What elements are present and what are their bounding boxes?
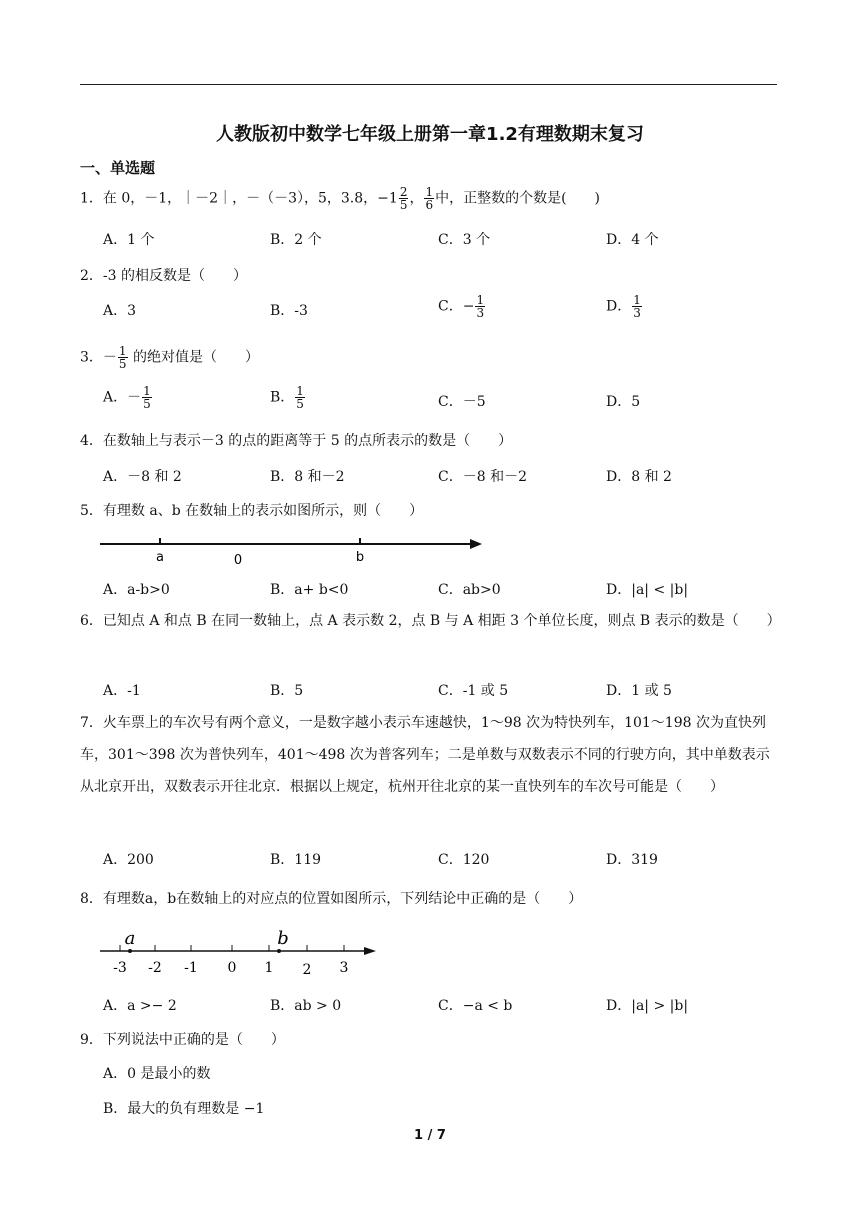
question-2: 2．-3 的相反数是（ ） [80,268,247,284]
q7-option-d[interactable]: D．319 [606,852,658,868]
q3-option-d[interactable]: D．5 [606,394,641,410]
q1-fraction-2: $\frac{1}{6}$ [425,185,434,212]
header-rule [80,84,777,85]
q9-option-b[interactable]: B．最大的负有理数是 −1 [103,1101,265,1117]
q8-tick-label: 3 [339,960,349,976]
q9-option-a[interactable]: A．0 是最小的数 [103,1066,211,1082]
q8-tick-label: -3 [113,960,127,976]
q8-option-c[interactable]: C．−a < b [438,998,513,1014]
q2-options [103,293,783,322]
q3-option-a[interactable]: A．－ $\frac{1}{5}$ [103,384,151,411]
q8-option-a[interactable]: A．a >− 2 [103,998,177,1014]
q8-tick-label: -1 [184,960,198,976]
q4-option-d[interactable]: D．8 和 2 [606,469,672,485]
q5-options [103,579,783,601]
q7-text: 7．火车票上的车次号有两个意义，一是数字越小表示车速越快，1～98 次为特快列车，101～198 次为直快列车，301～398 次为普快列车，401～498 次为普客列车；二是单数与双数表示不同的行驶方向，其中单数表示从北京开出，双数表示开往北京．根据以上规定，杭州开往北京的某一直快列车的车次号可能是（ ） [80,715,770,795]
q8-point-b [277,949,281,953]
q1-comma: ， [409,190,424,207]
q5-label-0: 0 [233,553,243,568]
q6-options [103,680,783,702]
question-9: 9．下列说法中正确的是（ ） [80,1032,285,1048]
question-8: 8．有理数a，b在数轴上的对应点的位置如图所示，下列结论中正确的是（ ） [80,891,583,907]
question-6 [80,605,780,637]
q1-text-a: 1．在 0，－1，｜－2｜，－（－3），5，3.8， [80,190,378,207]
q8-option-d[interactable]: D．|a| > |b| [606,998,689,1014]
q8-number-line-figure [98,926,380,978]
q4-option-c[interactable]: C．－8 和－2 [438,469,527,485]
q8-tick-label: 1 [264,960,274,976]
q8-tick-label: 2 [302,962,312,978]
q1-fraction-1: $\frac{2}{5}$ [399,185,408,212]
q8-label-b: b [277,928,289,949]
q3-options [103,384,783,413]
q5-axis-arrow [470,539,482,549]
q2-option-c[interactable]: C．− $\frac{1}{3}$ [438,293,485,320]
q1-options [103,229,783,251]
q7-option-b[interactable]: B．119 [270,852,322,868]
q3-option-c[interactable]: C．－5 [438,394,486,410]
q1-option-a[interactable]: A．1 个 [103,232,155,248]
q1-option-c[interactable]: C．3 个 [438,232,491,248]
q7-option-a[interactable]: A．200 [103,852,154,868]
q6-option-a[interactable]: A．-1 [103,683,141,699]
q6-option-c[interactable]: C．-1 或 5 [438,683,509,699]
q8-point-a [128,949,132,953]
question-3: 3．－ $\frac{1}{5}$ 的绝对值是（ ） [80,344,260,371]
q5-option-c[interactable]: C．ab>0 [438,582,501,598]
q1-text-c: 中，正整数的个数是( ) [435,190,601,207]
q7-options [103,849,783,871]
q1-option-b[interactable]: B．2 个 [270,232,322,248]
q4-options [103,466,783,488]
q5-label-b: b [355,550,365,565]
q5-label-a: a [156,550,164,565]
q4-option-b[interactable]: B．8 和－2 [270,469,345,485]
q8-options [103,995,783,1017]
q6-text: 6．已知点 A 和点 B 在同一数轴上，点 A 表示数 2，点 B 与 A 相距 3 个单位长度，则点 B 表示的数是（ ） [80,613,781,629]
q5-number-line-figure [98,530,488,570]
q3-option-b[interactable]: B． $\frac{1}{5}$ [270,384,304,411]
q8-ticks [120,945,344,951]
q8-axis-arrow [364,947,376,955]
q5-option-d[interactable]: D．|a| < |b| [606,582,689,598]
q6-option-d[interactable]: D．1 或 5 [606,683,672,699]
question-5: 5．有理数 a、b 在数轴上的表示如图所示，则（ ） [80,503,424,519]
question-7 [80,707,780,803]
q8-option-b[interactable]: B．ab > 0 [270,998,342,1014]
q5-option-b[interactable]: B．a+ b<0 [270,582,349,598]
section-heading: 一、单选题 [80,159,156,177]
question-4: 4．在数轴上与表示－3 的点的距离等于 5 的点所表示的数是（ ） [80,433,513,449]
q7-option-c[interactable]: C．120 [438,852,490,868]
page-number: 1 / 7 [414,1128,446,1143]
q2-option-a[interactable]: A．3 [103,303,137,319]
q2-option-b[interactable]: B．-3 [270,303,308,319]
q1-option-d[interactable]: D．4 个 [606,232,659,248]
q8-tick-label: 0 [227,960,237,976]
q8-label-a: a [124,928,136,949]
q1-mixed-whole: −1 [377,190,398,207]
q6-option-b[interactable]: B．5 [270,683,304,699]
q3-fraction: $\frac{1}{5}$ [118,344,127,371]
q2-option-d[interactable]: D． $\frac{1}{3}$ [606,293,641,320]
q8-tick-label: -2 [148,960,162,976]
q5-option-a[interactable]: A．a-b>0 [103,582,170,598]
q4-option-a[interactable]: A．－8 和 2 [103,469,182,485]
question-1 [80,186,600,211]
page-title: 人教版初中数学七年级上册第一章1.2有理数期末复习 [216,124,644,145]
